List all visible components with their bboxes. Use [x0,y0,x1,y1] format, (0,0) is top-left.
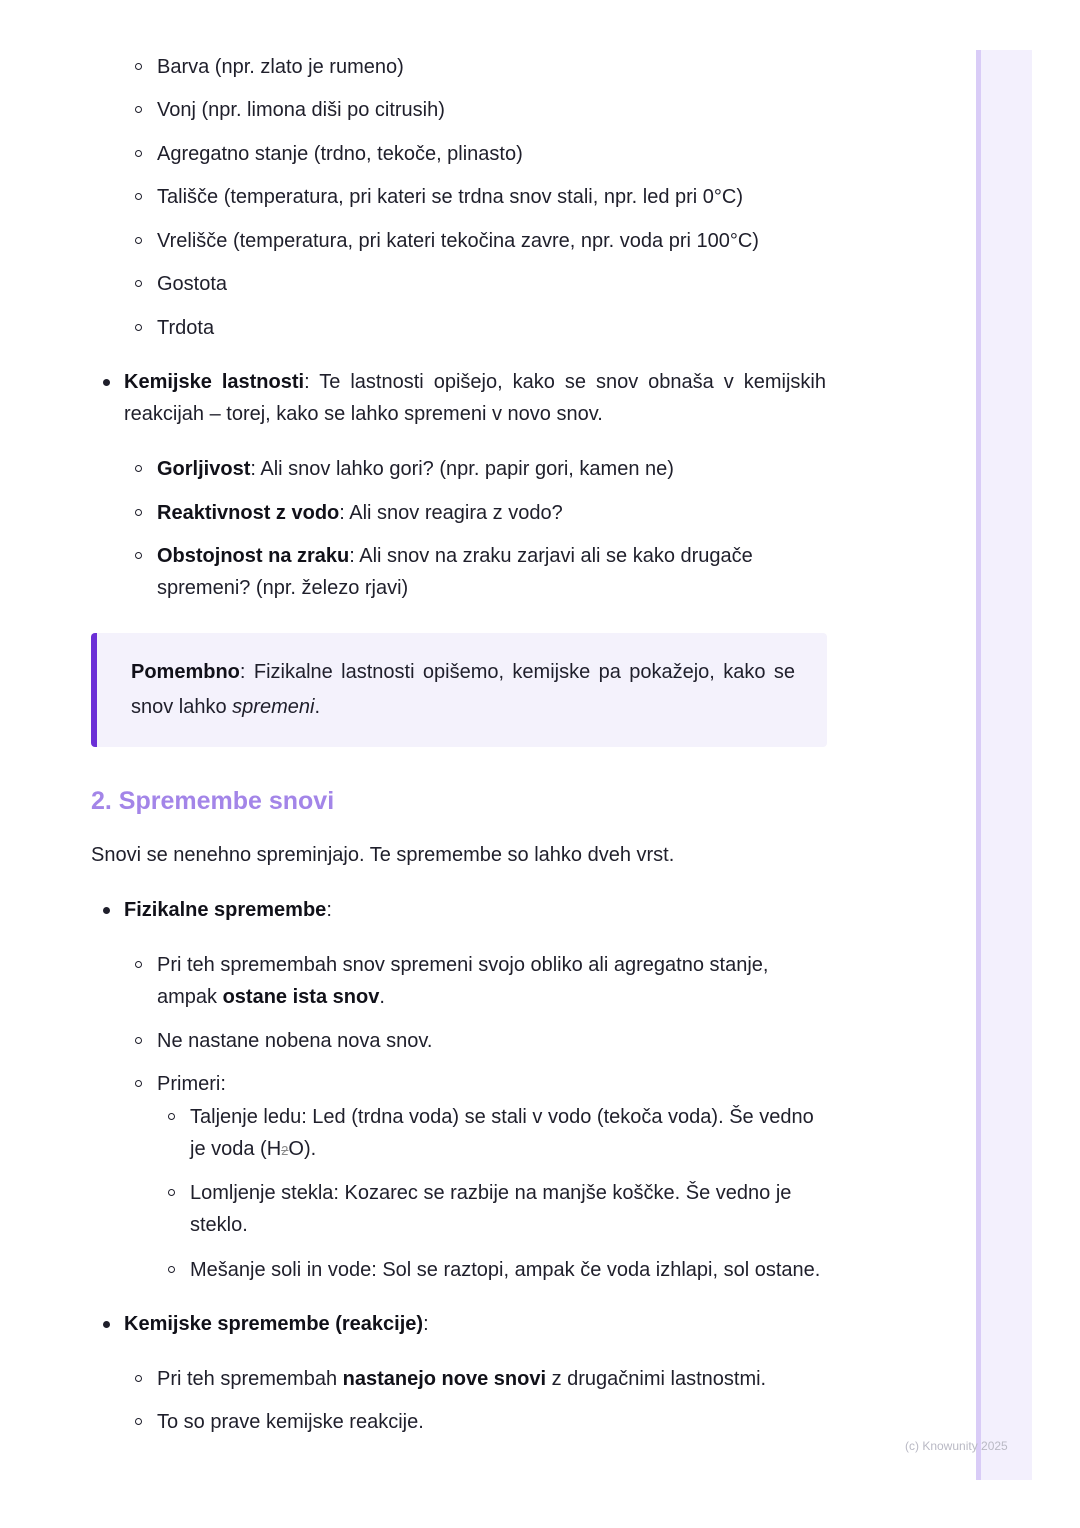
list-item-chemical-properties: Kemijske lastnosti: Te lastnosti opišejo, kako se snov obnaša v kemijskih reakcijah – torej, kako se lahko spremeni v novo snov. [124,366,826,430]
list-item: Pri teh spremembah snov spremeni svojo obliko ali agregatno stanje, ampak ostane ista snov. [157,949,797,1013]
list-item-example: Mešanje soli in vode: Sol se raztopi, ampak če voda izhlapi, sol ostane. [190,1254,840,1286]
circle-bullet-icon [135,193,142,200]
circle-bullet-icon [135,552,142,559]
circle-bullet-icon [135,324,142,331]
circle-bullet-icon [135,1375,142,1382]
list-item: Trdota [157,312,827,344]
list-item: To so prave kemijske reakcije. [157,1406,827,1438]
list-item-chemical-changes: Kemijske spremembe (reakcije): [124,1308,826,1340]
circle-bullet-icon [135,106,142,113]
list-item-example: Lomljenje stekla: Kozarec se razbije na manjše koščke. Še vedno je steklo. [190,1177,810,1241]
list-item: Vrelišče (temperatura, pri kateri tekočina zavre, npr. voda pri 100°C) [157,225,827,257]
circle-bullet-icon [135,280,142,287]
circle-bullet-icon [135,237,142,244]
disc-bullet-icon [103,379,110,386]
list-item: Reaktivnost z vodo: Ali snov reagira z vodo? [157,497,827,529]
list-item: Vonj (npr. limona diši po citrusih) [157,94,827,126]
list-item: Gostota [157,268,827,300]
list-item: Barva (npr. zlato je rumeno) [157,51,827,83]
list-item: Agregatno stanje (trdno, tekoče, plinasto) [157,138,827,170]
disc-bullet-icon [103,907,110,914]
copyright-footer: (c) Knowunity 2025 [905,1439,1008,1453]
list-item: Obstojnost na zraku: Ali snov na zraku zarjavi ali se kako drugače spremeni? (npr. železo rjavi) [157,540,757,604]
page-side-panel [976,50,1032,1480]
section-heading: 2. Spremembe snovi [91,787,335,815]
list-item: Ne nastane nobena nova snov. [157,1025,827,1057]
important-callout: Pomembno: Fizikalne lastnosti opišemo, kemijske pa pokažejo, kako se snov lahko spremeni. [91,633,827,747]
circle-bullet-icon [135,1080,142,1087]
circle-bullet-icon [135,961,142,968]
circle-bullet-icon [135,509,142,516]
list-item: Pri teh spremembah nastanejo nove snovi z drugačnimi lastnostmi. [157,1363,827,1395]
circle-bullet-icon [168,1189,175,1196]
list-item-example: Taljenje ledu: Led (trdna voda) se stali v vodo (tekoča voda). Še vedno je voda (H2O). [190,1101,826,1167]
list-item: Primeri: [157,1068,827,1100]
circle-bullet-icon [135,465,142,472]
list-item-physical-changes: Fizikalne spremembe: [124,894,826,926]
circle-bullet-icon [168,1266,175,1273]
circle-bullet-icon [168,1113,175,1120]
circle-bullet-icon [135,1418,142,1425]
circle-bullet-icon [135,150,142,157]
circle-bullet-icon [135,1037,142,1044]
list-item: Gorljivost: Ali snov lahko gori? (npr. papir gori, kamen ne) [157,453,827,485]
disc-bullet-icon [103,1321,110,1328]
list-item: Tališče (temperatura, pri kateri se trdna snov stali, npr. led pri 0°C) [157,181,827,213]
circle-bullet-icon [135,63,142,70]
section-intro: Snovi se nenehno spreminjajo. Te spremembe so lahko dveh vrst. [91,844,675,866]
